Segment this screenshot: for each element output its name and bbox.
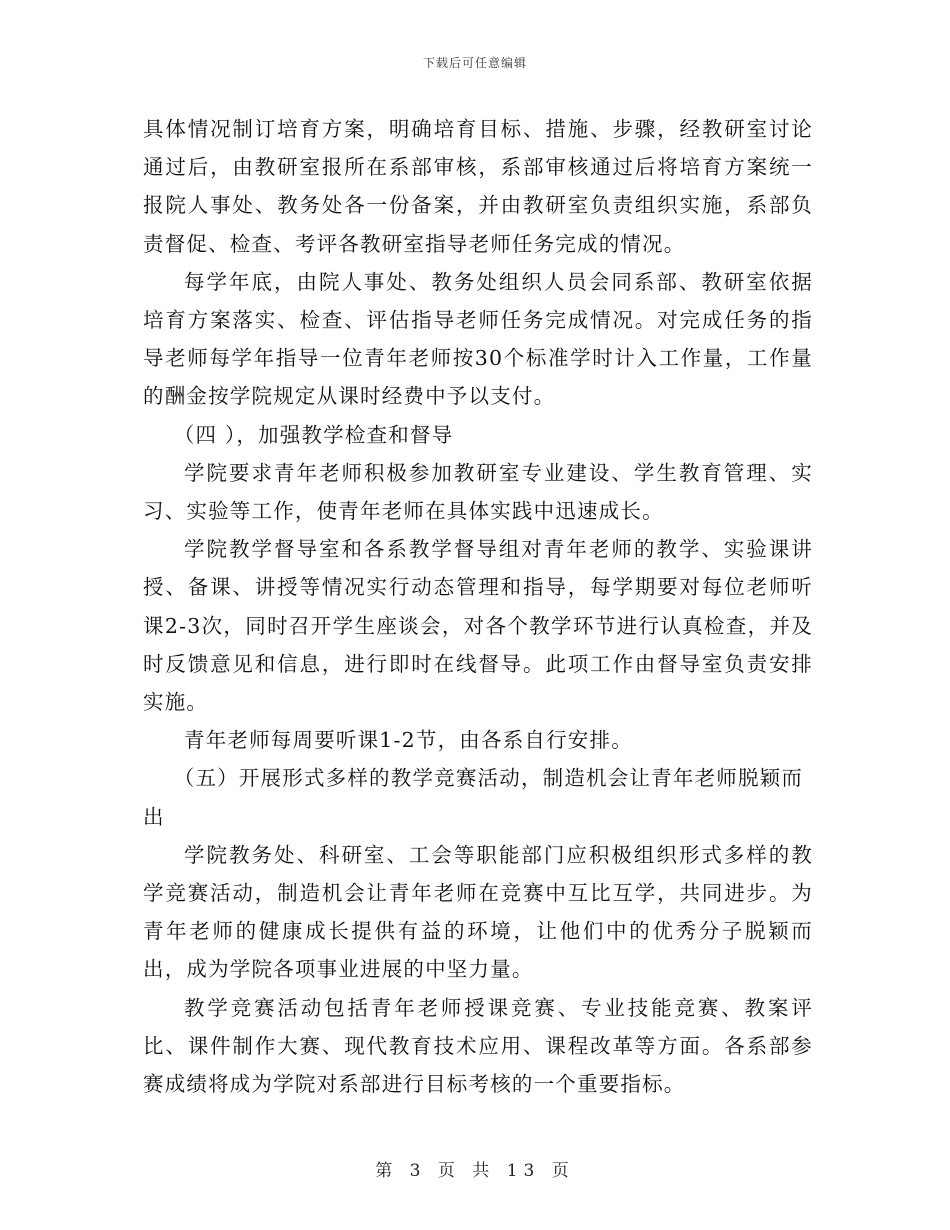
paragraph-continuation: 具体情况制订培育方案，明确培育目标、措施、步骤，经教研室讨论通过后，由教研室报所在系部审核，系部审核通过后将培育方案统一报院人事处、教务处各一份备案，并由教研室负责组织实施，系部负责督促、检查、考评各教研室指导老师任务完成的情况。 [143, 117, 813, 256]
document-body [143, 110, 813, 1103]
paragraph-practice: 学院要求青年老师积极参加教研室专业建设、学生教育管理、实习、实验等工作，使青年老师在具体实践中迅速成长。 [143, 460, 813, 524]
paragraph-lecture-attendance: 青年老师每周要听课1-2节，由各系自行安排。 [184, 728, 633, 753]
paragraph-competitions: 学院教务处、科研室、工会等职能部门应积极组织形式多样的教学竞赛活动，制造机会让青年老师在竞赛中互比互学，共同进步。为青年老师的健康成长提供有益的环境，让他们中的优秀分子脱颖而出，成为学院各项事业进展的中坚力量。 [143, 842, 813, 982]
paragraph-year-end-review: 每学年底，由院人事处、教务处组织人员会同系部、教研室依据培育方案落实、检查、评估指导老师任务完成情况。对完成任务的指导老师每学年指导一位青年老师按30个标准学时计入工作量，工作量的酬金按学院规定从课时经费中予以支付。 [143, 269, 813, 409]
section-heading-4: （四 ），加强教学检查和督导 [173, 422, 454, 447]
section-heading-5: （五）开展形式多样的教学竞赛活动，制造机会让青年老师脱颖而出 [143, 766, 804, 829]
paragraph-supervision: 学院教学督导室和各系教学督导组对青年老师的教学、实验课讲授、备课、讲授等情况实行动态管理和指导，每学期要对每位老师听课2-3次，同时召开学生座谈会，对各个教学环节进行认真检查，并及时反馈意见和信息，进行即时在线督导。此项工作由督导室负责安排实施。 [143, 537, 813, 715]
page-header: 下载后可任意编辑 [422, 56, 527, 70]
page-number-footer: 第 3 页 共 13 页 [375, 1161, 575, 1181]
paragraph-competition-types: 教学竞赛活动包括青年老师授课竞赛、专业技能竞赛、教案评比、课件制作大赛、现代教育技术应用、课程改革等方面。各系部参赛成绩将成为学院对系部进行目标考核的一个重要指标。 [143, 995, 813, 1097]
